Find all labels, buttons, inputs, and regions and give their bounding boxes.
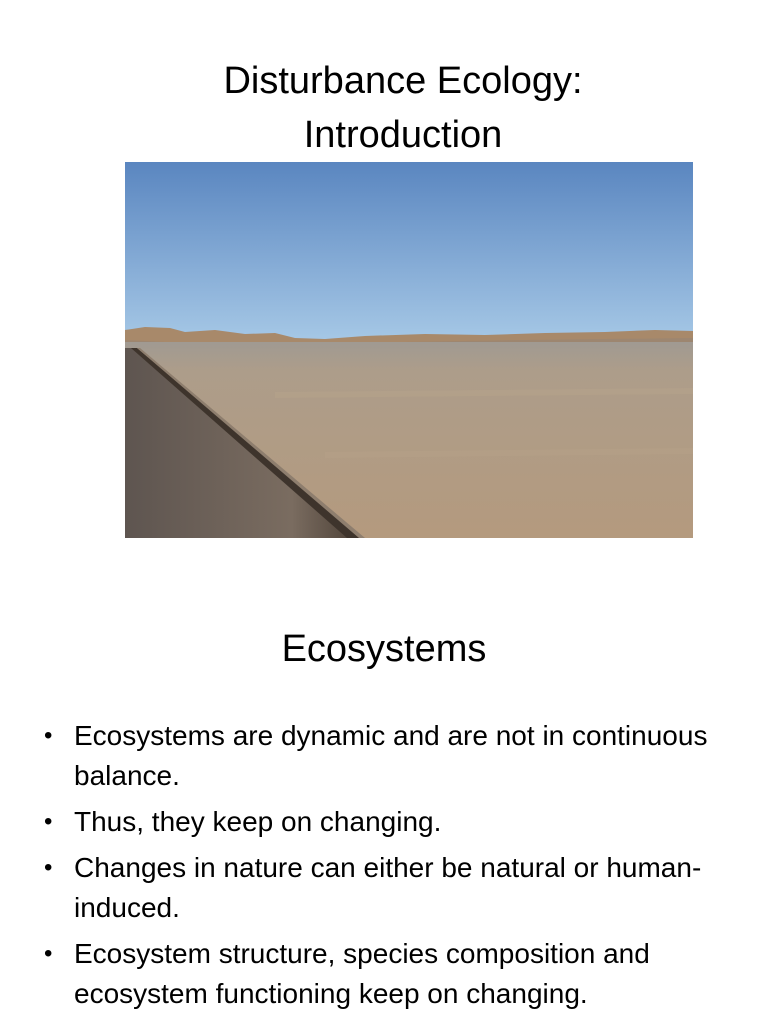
landscape-illustration: [125, 162, 693, 538]
slide-ecosystems: [0, 576, 768, 1024]
bullet-icon: •: [44, 722, 53, 749]
bullet-text: Thus, they keep on changing.: [74, 806, 442, 837]
title-line-1: Disturbance Ecology:: [223, 60, 583, 102]
slide-title: Ecosystems: [281, 628, 487, 670]
list-item: [44, 716, 724, 796]
title-line-2: Introduction: [303, 114, 503, 156]
sky: [125, 162, 693, 342]
list-item: [44, 802, 724, 842]
slide-title: [120, 54, 686, 162]
list-item: [44, 848, 724, 928]
bullet-text: Ecosystem structure, species composition and ecosystem functioning keep on changing.: [74, 938, 650, 1009]
bullet-text: Changes in nature can either be natural or human-induced.: [74, 852, 702, 923]
bullet-icon: •: [44, 808, 53, 835]
bullet-text: Ecosystems are dynamic and are not in continuous balance.: [74, 720, 708, 791]
list-item: [44, 934, 724, 1014]
bullet-icon: •: [44, 854, 53, 881]
bullet-list: [44, 716, 724, 1020]
bullet-icon: •: [44, 940, 53, 967]
reservoir-landscape-photo: [125, 162, 693, 538]
